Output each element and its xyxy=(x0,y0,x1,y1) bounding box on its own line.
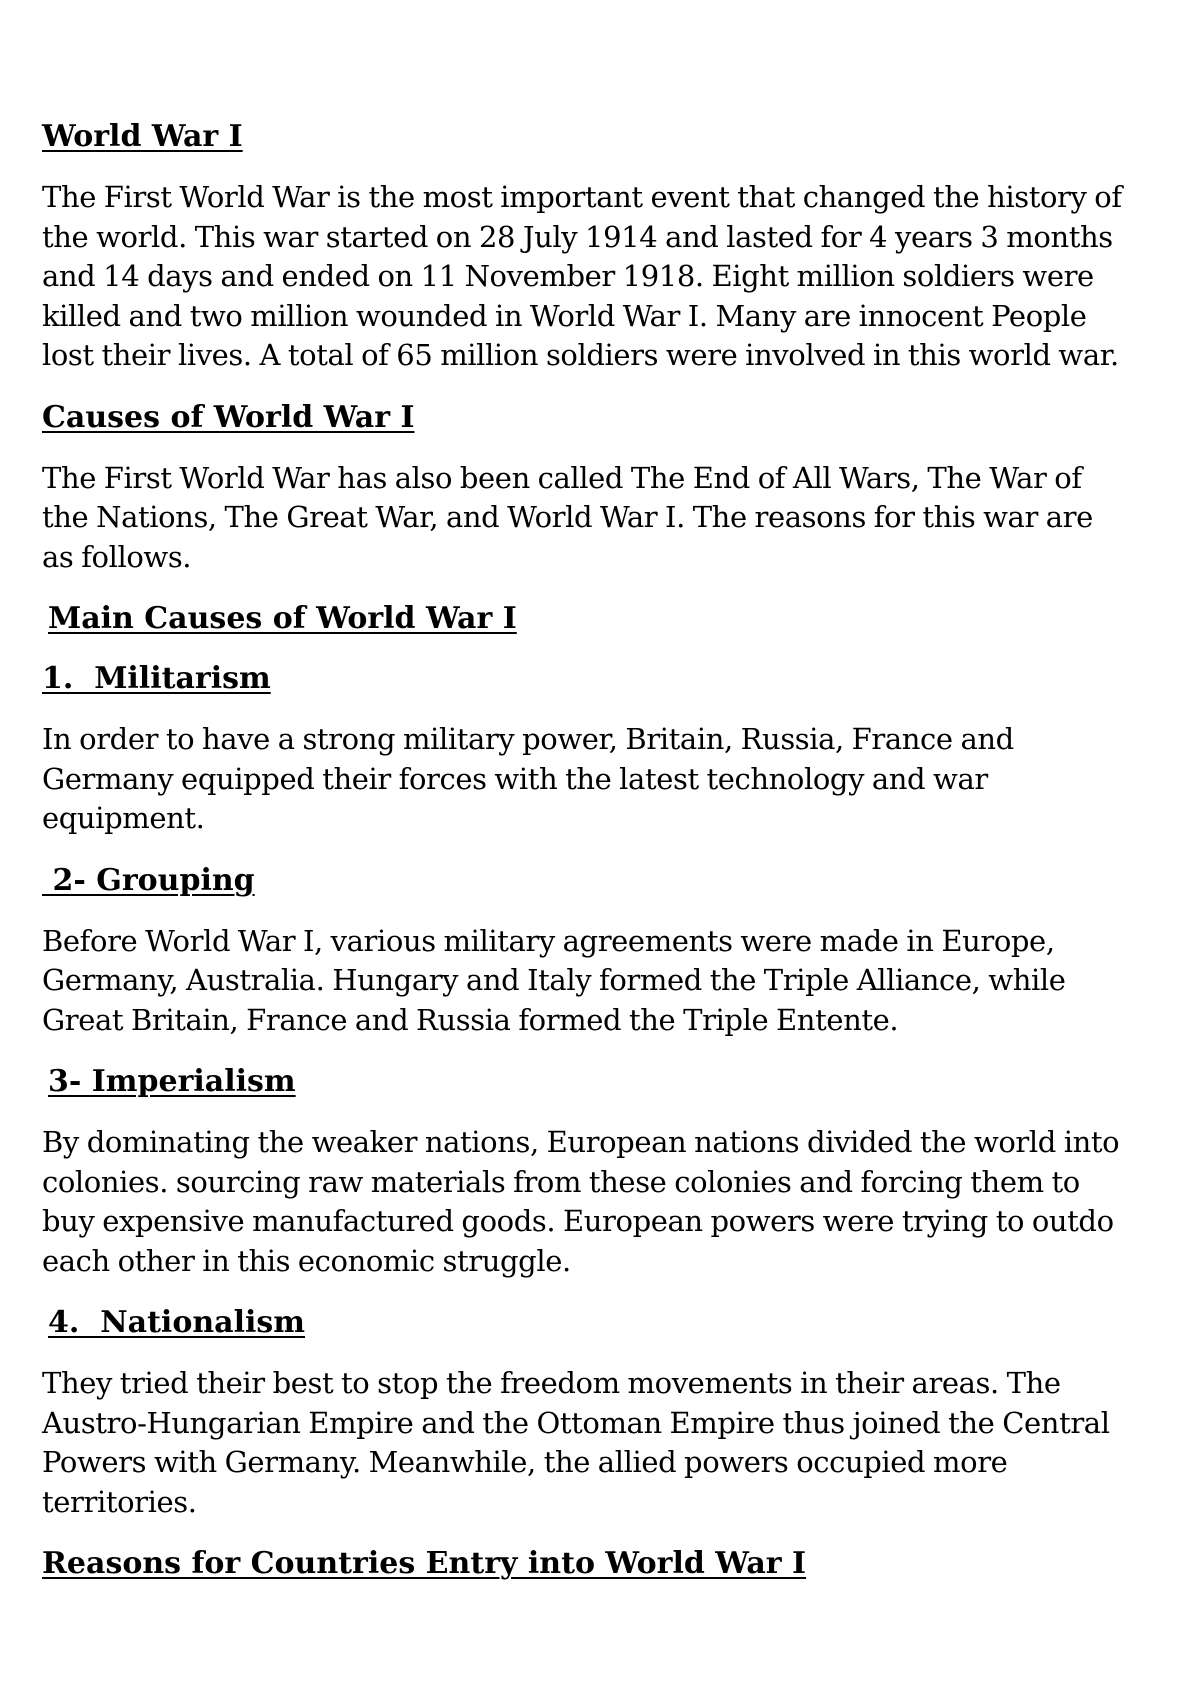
section-paragraph-militarism: In order to have a strong military power, Britain, Russia, France and Germany equipped their forces with the latest technology and war equipment. xyxy=(42,722,1014,835)
section-heading-militarism: 1. Militarism xyxy=(42,661,271,696)
causes-paragraph: The First World War has also been called The End of All Wars, The War of the Nations, The Great War, and World War I. The reasons for this war are as follows. xyxy=(42,460,1093,574)
document-title: World War I xyxy=(42,119,243,154)
section-paragraph-imperialism: By dominating the weaker nations, European nations divided the world into colonies. sourcing raw materials from these colonies and forcing them to buy expensive manufactured goods. European powers were trying to outdo each other in this economic struggle. xyxy=(42,1125,1120,1278)
intro-paragraph: The First World War is the most important event that changed the history of the world. This war started on 28 July 1914 and lasted for 4 years 3 months and 14 days and ended on 11 November 1918. Eight million soldiers were killed and two million wounded in World War I. Many are innocent People lost their lives. A total of 65 million soldiers were involved in this world war. xyxy=(42,180,1122,372)
reasons-heading: Reasons for Countries Entry into World War I xyxy=(42,1546,807,1581)
section-heading-grouping: 2- Grouping xyxy=(42,862,255,898)
document-page xyxy=(42,118,1132,1605)
section-paragraph-nationalism: They tried their best to stop the freedom movements in their areas. The Austro-Hungarian Empire and the Ottoman Empire thus joined the Central Powers with Germany. Meanwhile, the allied powers occupied more territories. xyxy=(42,1366,1110,1519)
causes-heading: Causes of World War I xyxy=(42,399,415,435)
section-heading-nationalism: 4. Nationalism xyxy=(48,1305,306,1340)
section-paragraph-grouping: Before World War I, various military agreements were made in Europe, Germany, Australia. Hungary and Italy formed the Triple Alliance, while Great Britain, France and Russia formed the Triple Entente. xyxy=(42,923,1066,1037)
section-heading-imperialism: 3- Imperialism xyxy=(48,1064,296,1099)
main-causes-heading: Main Causes of World War I xyxy=(48,601,517,636)
